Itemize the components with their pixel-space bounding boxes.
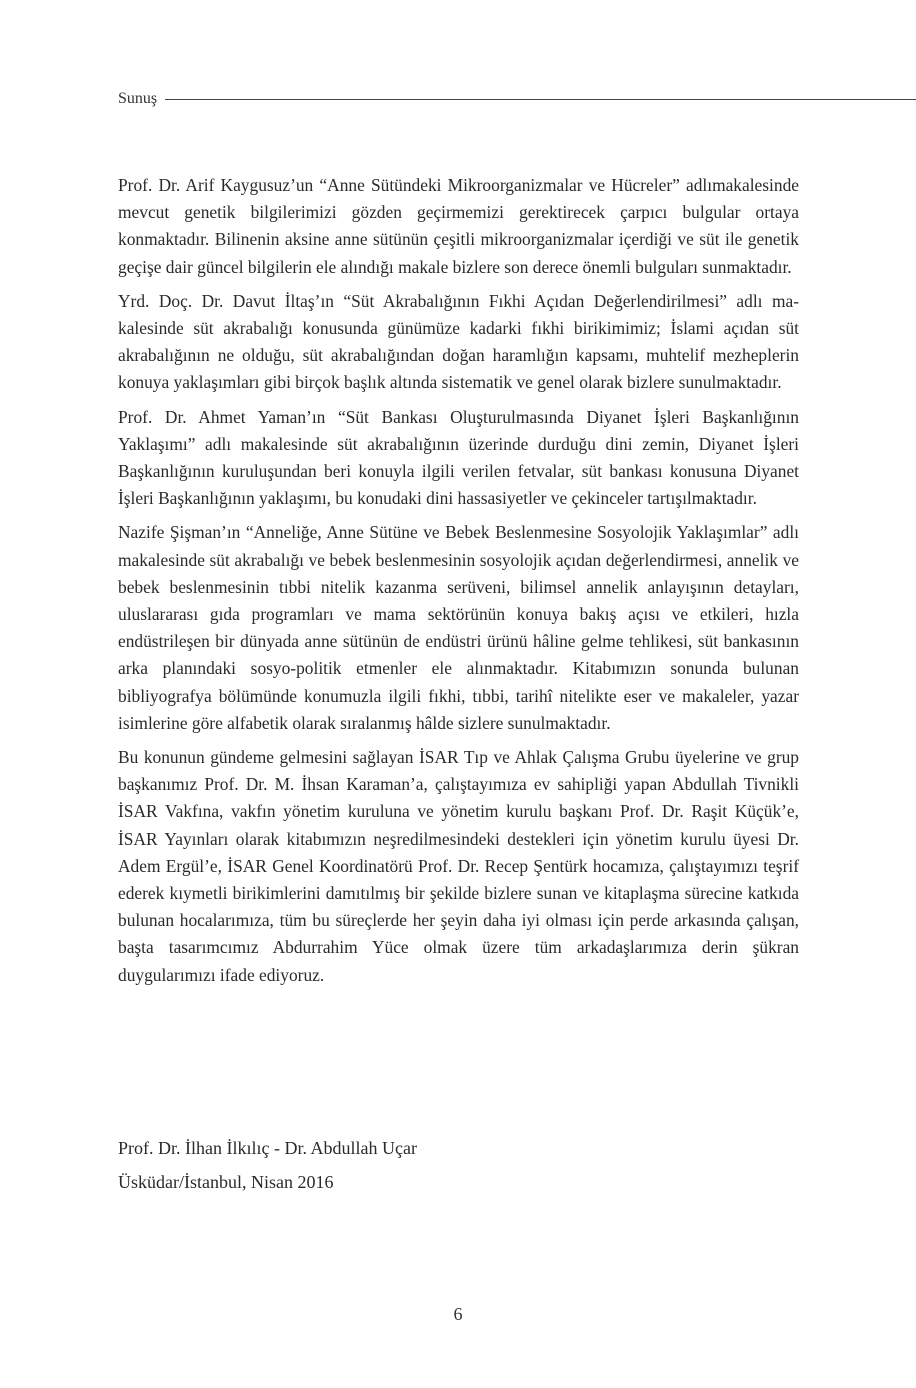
section-title: Sunuş <box>118 90 158 107</box>
paragraph-yaman: Prof. Dr. Ahmet Yaman’ın “Süt Bankası Oluşturulmasında Diyanet İşleri Başkanlığının Yaklaşımı” adlı makalesinde süt akrabalığının üzerinde durduğu dini zemin, Diyanet İşleri Başkanlığının kuruluşundan beri konuyla ilgili verilen fetvalar, süt bankası konusuna Diyanet İşleri Başkanlığının yaklaşımı, bu konudaki dini hassasiyetler ve çekinceler tartışılmaktadır. <box>118 406 799 509</box>
header-rule <box>165 99 916 100</box>
page-number: 6 <box>453 1304 463 1324</box>
body-text <box>118 172 799 996</box>
signature-place-date: Üsküdar/İstanbul, Nisan 2016 <box>118 1172 334 1192</box>
paragraph-acknowledgements: Bu konunun gündeme gelmesini sağlayan İSAR Tıp ve Ahlak Çalışma Grubu üyelerine ve grup başkanımız Prof. Dr. M. İhsan Karaman’a, çalıştayımıza ev sahipliği yapan Abdullah Tivnikli İSAR Vakfına, vakfın yönetim kuruluna ve yönetim kurulu başkanı Prof. Dr. Raşit Küçük’e, İSAR Yayınları olarak kitabımızın neşredilmesindeki destekleri için yönetim kurulu üyesi Dr. Adem Ergül’e, İSAR Genel Koordinatörü Prof. Dr. Recep Şentürk hocamıza, çalıştayımızı teşrif ederek kıymetli birikimlerini damıtılmış bir şekilde bizlere sunan ve kitaplaşma sürecine katkıda bulunan hocalarımıza, tüm bu süreçlerde her şeyin daha iyi olması için perde arkasında çalışan, başta tasarımcımız Abdurrahim Yüce olmak üzere tüm arkadaşlarımıza derin şükran duygularımızı ifade ediyoruz. <box>118 747 799 985</box>
signature-block <box>118 1131 799 1199</box>
paragraph-sisman: Nazife Şişman’ın “Anneliğe, Anne Sütüne ve Bebek Beslenmesine Sosyolojik Yaklaşımlar” adlı makalesinde süt akrabalığı ve bebek beslenmesinin sosyolojik açıdan değerlendirmesi, annelik ve bebek beslenmesinin tıbbi nitelik kazanma serüveni, bilimsel annelik anlayışının detayları, uluslararası gıda programları ve mama sektörünün konuya bakış açısı ve etkileri, hızla endüstrileşen bir dünyada anne sütünün de endüstri ürünü hâline gelme tehlikesi, süt bankasının arka planındaki sosyo-politik etmenler ele alınmaktadır. Kitabımızın sonunda bulunan bibliyografya bölümünde konumuzla ilgili fıkhi, tıbbi, tarihî nitelikte eser ve makaleler, yazar isimlerine göre alfabetik olarak sıralanmış hâlde sizlere sunulmaktadır. <box>118 522 799 733</box>
paragraph-iltas: Yrd. Doç. Dr. Davut İltaş’ın “Süt Akrabalığının Fıkhi Açıdan Değerlendirilmesi” adlı makalesinde süt akrabalığı konusunda günümüze kadarki fıkhi birikimimiz; İslami açıdan süt akrabalığının ne olduğu, süt akrabalığından doğan haramlığın kapsamı, muhtelif mezheplerin konuya yaklaşımları gibi birçok başlık altında sistematik ve genel olarak bizlere sunulmaktadır. <box>118 290 799 393</box>
paragraph-kaygusuz: Prof. Dr. Arif Kaygusuz’un “Anne Sütündeki Mikroorganizmalar ve Hücreler” adlımakalesinde mevcut genetik bilgilerimizi gözden geçirmemizi gerektirecek çarpıcı bulgular ortaya konmaktadır. Bilinenin aksine anne sütünün çeşitli mikroorganizmalar içerdiği ve süt ile genetik geçişe dair güncel bilgilerin ele alındığı makale bizlere son derece önemli bulguları sunmaktadır. <box>118 175 799 277</box>
running-header <box>118 88 916 110</box>
signature-authors: Prof. Dr. İlhan İlkılıç - Dr. Abdullah Uçar <box>118 1138 417 1158</box>
